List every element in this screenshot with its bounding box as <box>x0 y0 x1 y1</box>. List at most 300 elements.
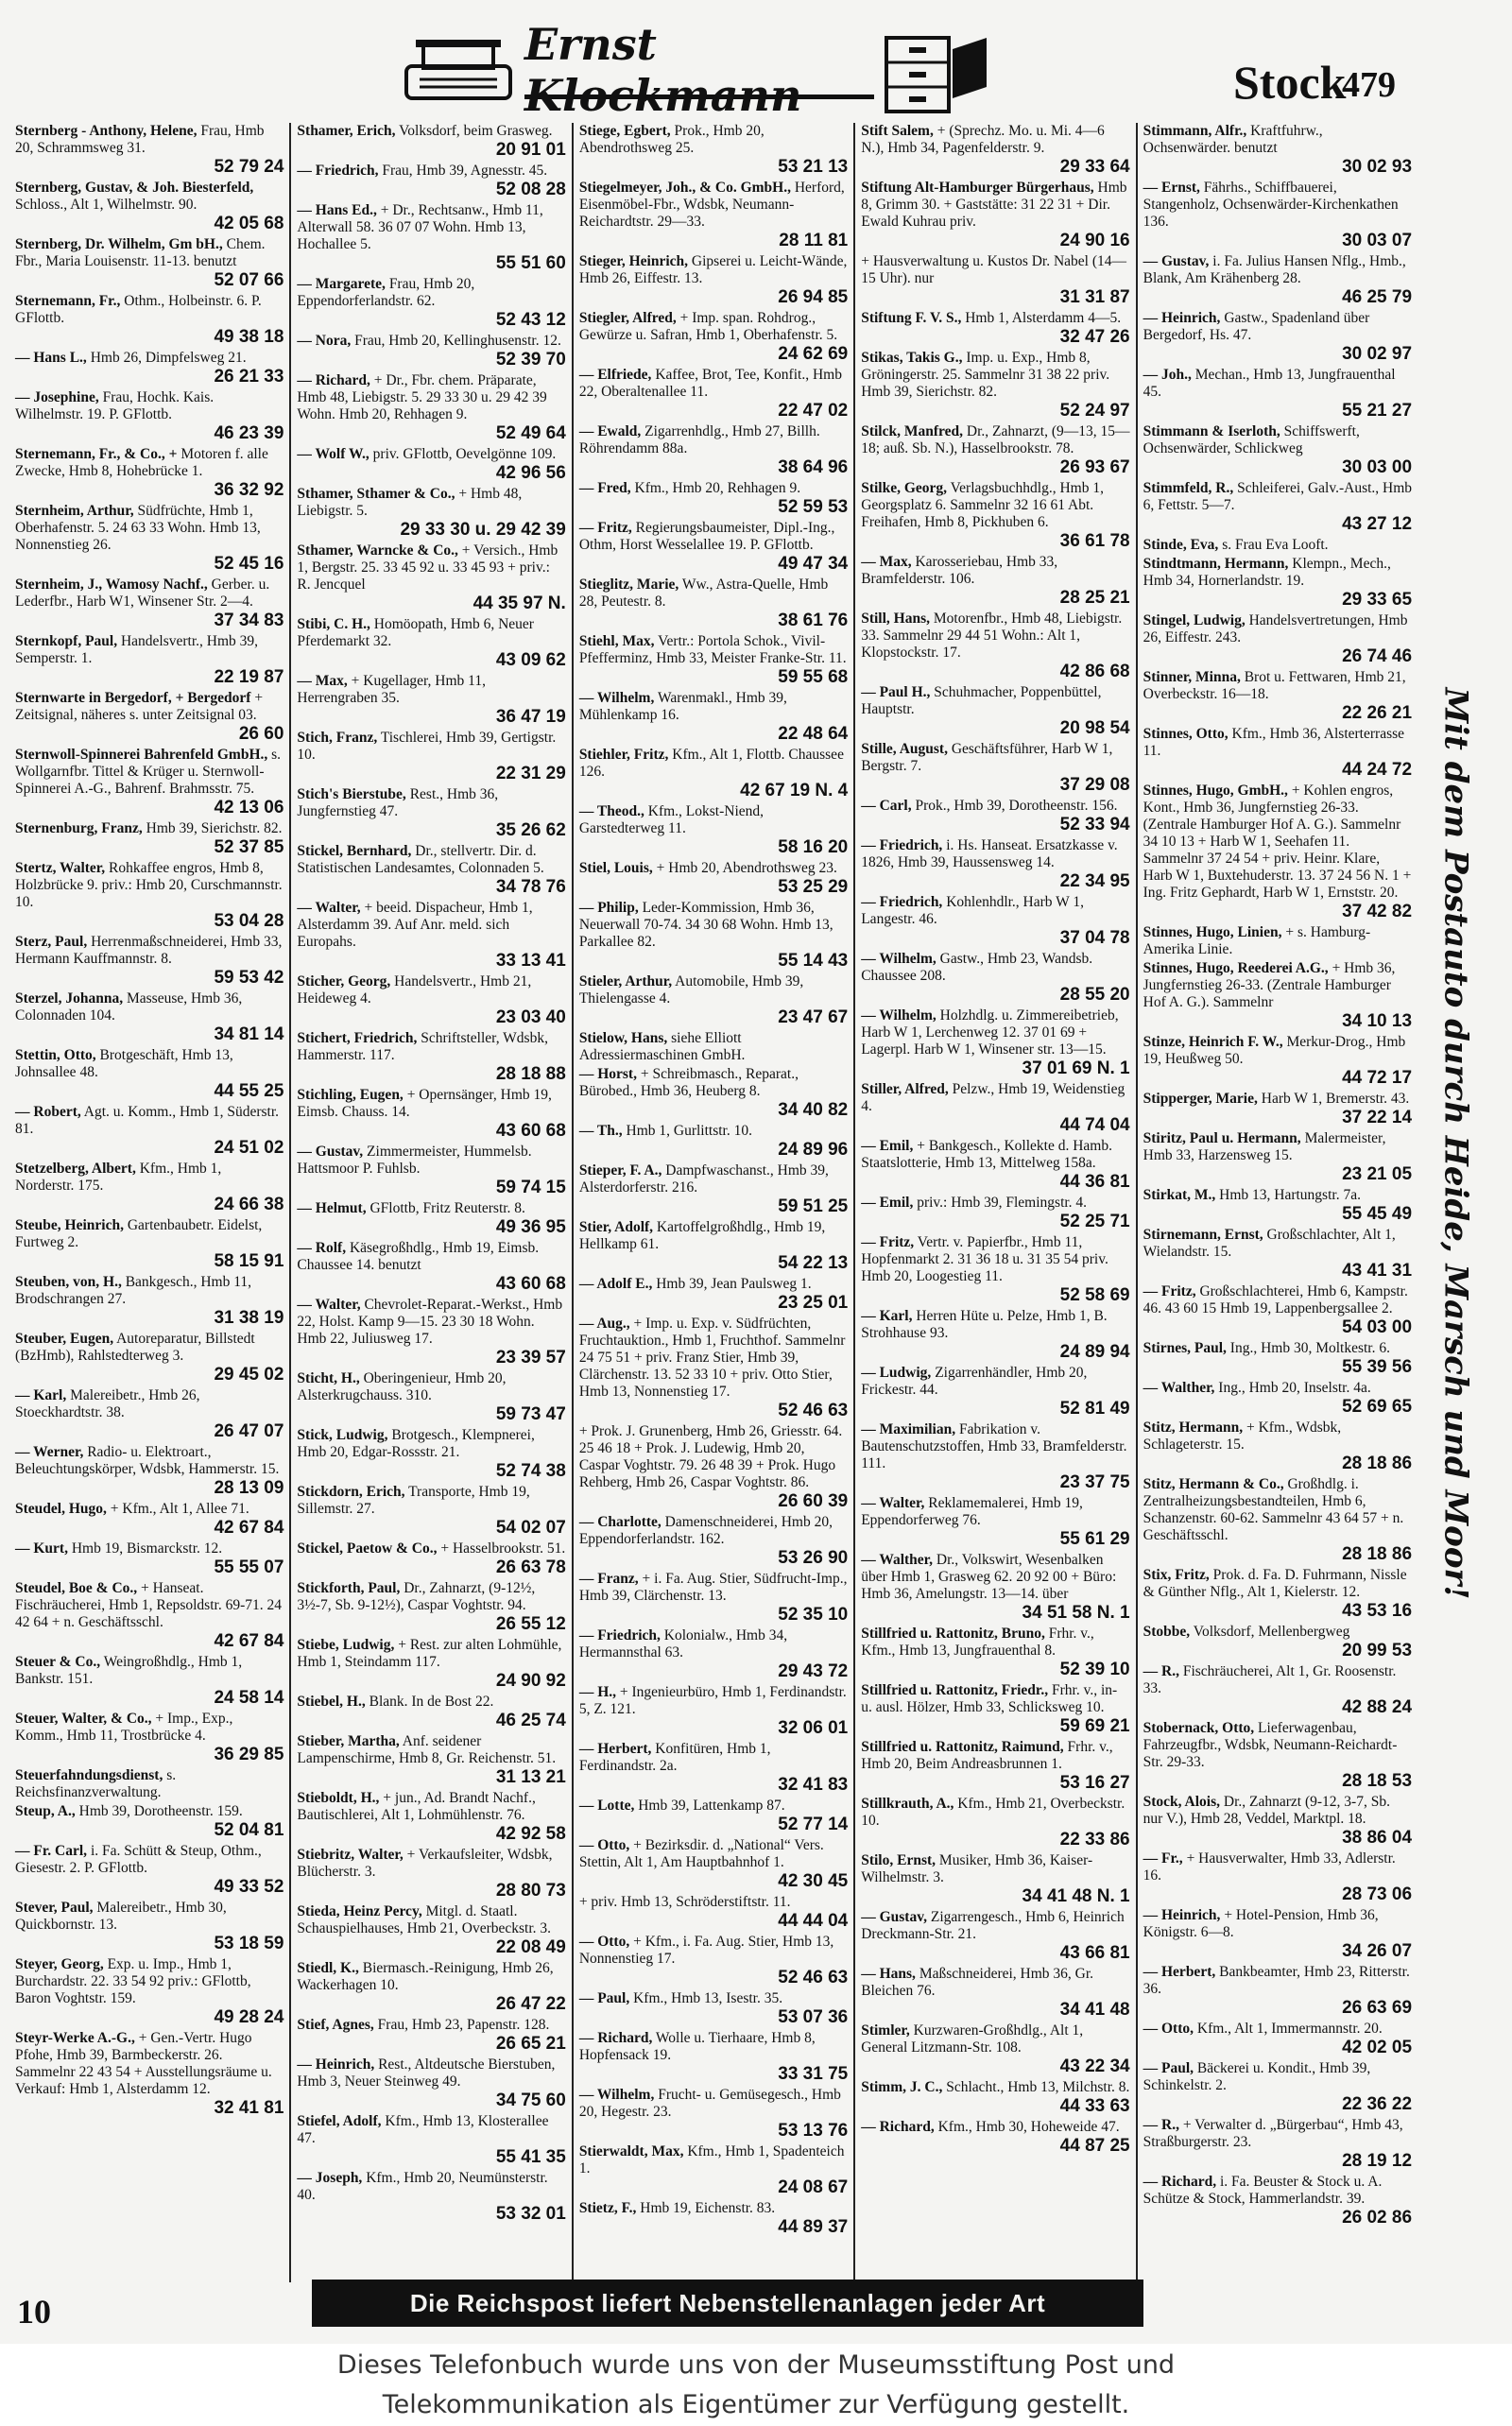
footer-line-2: Telekommunikation als Eigentümer zur Verfügung gestellt. <box>382 2390 1130 2419</box>
entry-name: — Rolf, <box>297 1240 347 1256</box>
entry-phone-number: 44 89 37 <box>778 2217 849 2237</box>
entry-detail: Kfm., Hmb 13, Isestr. 35. <box>633 1990 783 2006</box>
entry-phone-number: 38 86 04 <box>1342 1828 1413 1848</box>
entry-detail: i. Fa. Schütt & Steup, Othm., Giesestr. 2. P. GFlottb. <box>15 1843 262 1876</box>
directory-entry <box>579 1684 848 1739</box>
directory-entry <box>297 1030 565 1085</box>
directory-entry <box>15 1654 284 1709</box>
entry-detail: Leder-Kommission, Hmb 36, Neuerwall 70-74. 34 30 68 Wohn. Hmb 13, Parkallee 82. <box>578 900 833 950</box>
directory-entry <box>297 673 565 728</box>
directory-entry <box>15 123 284 178</box>
entry-name: — Kurt, <box>15 1540 68 1557</box>
entry-name: — Friedrich, <box>861 837 943 853</box>
entry-detail: Zigarrengesch., Hmb 6, Heinrich Dreckmann-Str. 21. <box>861 1909 1125 1942</box>
entry-detail: Bankbeamter, Hmb 23, Ritterstr. 36. <box>1143 1964 1410 1997</box>
entry-phone-number: 44 72 17 <box>1342 1068 1413 1088</box>
entry-detail: Kolonialw., Hmb 34, Hermannsthal 63. <box>578 1627 788 1660</box>
entry-name: Stiehler, Fritz, <box>578 747 669 763</box>
entry-detail: Frhr. v., Kfm., Hmb 13, Jungfrauenthal 8. <box>861 1626 1094 1659</box>
entry-detail: Schiffswerft, Ochsenwärder, Schlickweg <box>1143 423 1360 456</box>
entry-detail: Hmb 26, Dimpfelsweg 21. <box>90 350 247 366</box>
directory-entry <box>297 333 565 370</box>
entry-phone-number: 52 07 66 <box>214 270 284 290</box>
entry-name: — Ernst, <box>1143 180 1200 196</box>
entry-phone-number: 26 63 78 <box>495 1557 566 1577</box>
entry-detail: Merkur-Drog., Hmb 19, Heußweg 50. <box>1143 1034 1406 1067</box>
entry-name: Stimmann, Alfr., <box>1143 123 1247 139</box>
listing-columns <box>9 123 1418 2282</box>
entry-phone-number: 52 74 38 <box>495 1461 566 1481</box>
entry-detail: Anf. seidener Lampenschirme, Hmb 8, Gr. Reichenstr. 51. <box>297 1733 557 1766</box>
entry-name: Stichert, Friedrich, <box>297 1030 418 1046</box>
entry-phone-number: 55 14 43 <box>778 951 849 971</box>
directory-entry <box>1143 1794 1412 1849</box>
entry-name: Stingel, Ludwig, <box>1143 612 1246 628</box>
entry-name: — Margarete, <box>297 276 386 292</box>
entry-name: Stiegler, Alfred, <box>578 310 677 326</box>
entry-phone-number: 55 61 29 <box>1059 1529 1130 1549</box>
directory-entry <box>297 1960 565 2015</box>
entry-phone-number: 42 05 68 <box>214 214 284 233</box>
entry-phone-number: 26 94 85 <box>778 287 849 307</box>
entry-detail: Großhdlg. i. Zentralheizungsbestandteilen, Hmb 6, Schanzenstr. 60-62. Sammelnr 43 64 57 + n. Geschäftsschl. <box>1143 1476 1404 1543</box>
entry-name: — Wilhelm, <box>861 1007 936 1024</box>
entry-detail: Fabrikation v. Bautenschutzstoffen, Hmb 33, Bramfelderstr. 111. <box>861 1421 1127 1471</box>
entry-name: Sternberg, Dr. Wilhelm, Gm bH., <box>15 236 223 252</box>
entry-detail: + Hausverwaltung u. Kustos Dr. Nabel (14—15 Uhr). nur <box>861 253 1127 286</box>
entry-name: — Elfriede, <box>578 367 652 383</box>
entry-detail: Kfm., Hmb 13, Klosterallee 47. <box>297 2113 549 2146</box>
entry-name: Stickel, Paetow & Co., <box>297 1540 438 1557</box>
entry-phone-number: 26 21 33 <box>214 367 284 387</box>
entry-phone-number: 24 62 69 <box>778 344 849 364</box>
entry-phone-number: 52 33 94 <box>1059 815 1130 834</box>
entry-phone-number: 52 77 14 <box>778 1815 849 1834</box>
directory-entry <box>861 1308 1129 1363</box>
entry-name: Stiefel, Adolf, <box>297 2113 382 2129</box>
entry-name: — Fritz, <box>578 520 632 536</box>
directory-entry <box>15 446 284 501</box>
entry-detail: + Versich., Hmb 1, Bergstr. 25. 33 45 92 u. 33 45 93 + priv.: R. Jencquel <box>297 542 558 593</box>
entry-phone-number: 42 02 05 <box>1342 2038 1413 2057</box>
entry-phone-number: 44 44 04 <box>778 1911 849 1931</box>
entry-name: Stertz, Walter, <box>15 860 106 876</box>
entry-phone-number: 29 33 65 <box>1342 590 1413 610</box>
entry-name: — Fred, <box>578 480 631 496</box>
entry-phone-number: 44 35 97 N. <box>472 594 566 613</box>
entry-phone-number: 28 18 86 <box>1342 1454 1413 1473</box>
directory-entry <box>579 576 848 631</box>
entry-phone-number: 52 25 71 <box>1059 1212 1130 1231</box>
entry-detail: Frau, Hmb 20, Eppendorferlandstr. 62. <box>297 276 475 309</box>
entry-name: — Emil, <box>861 1195 914 1211</box>
entry-phone-number: 52 59 53 <box>778 497 849 517</box>
entry-phone-number: 30 03 00 <box>1342 457 1413 477</box>
entry-detail: + Schreibmasch., Reparat., Bürobed., Hmb 36, Heuberg 8. <box>578 1066 799 1099</box>
directory-entry <box>15 633 284 688</box>
entry-name: Sternberg, Gustav, & Joh. Biesterfeld, <box>15 180 254 196</box>
entry-detail: Maßschneiderei, Hmb 36, Gr. Bleichen 76. <box>861 1966 1094 1999</box>
entry-detail: Kfm., Alt 1, Immermannstr. 20. <box>1196 2021 1383 2037</box>
entry-phone-number: 32 41 83 <box>778 1775 849 1795</box>
entry-phone-number: 23 47 67 <box>778 1007 849 1027</box>
entry-detail: Kaffee, Brot, Tee, Konfit., Hmb 22, Oberaltenallee 11. <box>578 367 842 400</box>
entry-detail: Käsegroßhdlg., Hmb 19, Eimsb. Chaussee 14. benutzt <box>297 1240 540 1273</box>
entry-detail: Agt. u. Komm., Hmb 1, Süderstr. 81. <box>15 1104 280 1137</box>
entry-phone-number: 22 33 86 <box>1059 1830 1130 1850</box>
entry-name: Stirkat, M., <box>1143 1187 1216 1203</box>
entry-phone-number: 28 25 21 <box>1059 588 1130 608</box>
directory-entry <box>1143 1283 1412 1338</box>
directory-entry <box>861 1739 1129 1794</box>
entry-detail: Imp. u. Exp., Hmb 8, Gröningerstr. 25. Sammelnr 31 38 22 priv. Hmb 39, Sierichstr. 82. <box>861 350 1110 400</box>
entry-name: Stiebritz, Walter, <box>297 1847 404 1863</box>
directory-entry <box>861 894 1129 949</box>
entry-name: — Emil, <box>861 1138 914 1154</box>
entry-detail: Frau, Hochk. Kais. Wilhelmstr. 19. P. GFlottb. <box>15 389 215 422</box>
entry-phone-number: 26 55 12 <box>495 1614 566 1634</box>
entry-phone-number: 42 13 06 <box>214 798 284 817</box>
entry-name: Sternwarte in Bergedorf, + Bergedorf <box>15 690 251 706</box>
entry-name: Stinnes, Hugo, Reederei A.G., <box>1143 960 1329 976</box>
directory-entry <box>579 1837 848 1892</box>
directory-entry <box>861 423 1129 478</box>
entry-detail: Musiker, Hmb 36, Kaiser-Wilhelmstr. 3. <box>861 1852 1093 1885</box>
entry-detail: + Kohlen engros, Kont., Hmb 36, Jungfernstieg 26-33. (Zentrale Hamburger Hof A. G.). Sammelnr 34 10 13 + Harb W 1, Seehafen 11. Sammelnr 37 24 54 + priv. Heinr. Klare, Harb W 1, Buxtehuderstr. 13. 37 24 56 N. 1 + Ing. Fritz Gephardt, Harb W 1, Ernststr. 20. <box>1143 783 1412 901</box>
directory-entry <box>861 253 1129 308</box>
directory-entry <box>297 1427 565 1482</box>
entry-detail: Kfm., Hmb 1, Spadenteich 1. <box>578 2143 845 2177</box>
entry-detail: + Hmb 48, Liebigstr. 5. <box>297 486 523 519</box>
entry-name: — Heinrich, <box>297 2056 375 2073</box>
entry-phone-number: 32 47 26 <box>1059 327 1130 347</box>
entry-phone-number: 23 03 40 <box>495 1007 566 1027</box>
entry-name: Stift Salem, <box>861 123 934 139</box>
directory-entry <box>297 1903 565 1958</box>
entry-name: Stille, August, <box>861 741 948 757</box>
entry-phone-number: 53 07 36 <box>778 2007 849 2027</box>
entry-name: Stieda, Heinz Percy, <box>297 1903 422 1919</box>
entry-name: Sternenburg, Franz, <box>15 820 143 836</box>
directory-entry <box>297 1790 565 1845</box>
directory-entry <box>15 934 284 989</box>
entry-detail: Dr., Zahnarzt (9-12, 3-7, Sb. nur V.), Hmb 28, Veddel, Marktpl. 18. <box>1143 1794 1390 1827</box>
entry-name: Steudel, Hugo, <box>15 1501 107 1517</box>
directory-entry <box>297 1540 565 1578</box>
entry-phone-number: 58 16 20 <box>778 837 849 857</box>
column-5 <box>1138 123 1418 2282</box>
entry-phone-number: 53 21 13 <box>778 157 849 177</box>
entry-name: Stindtmann, Hermann, <box>1143 556 1289 572</box>
entry-phone-number: 59 53 42 <box>214 968 284 988</box>
entry-detail: i. Fa. Beuster & Stock u. A. Schütze & Stock, Hammerlandstr. 39. <box>1143 2174 1383 2207</box>
entry-phone-number: 28 18 88 <box>495 1064 566 1084</box>
entry-phone-number: 42 88 24 <box>1342 1697 1413 1717</box>
entry-detail: Gastw., Hmb 23, Wandsb. Chaussee 208. <box>861 951 1093 984</box>
entry-name: Stipperger, Marie, <box>1143 1091 1258 1107</box>
entry-phone-number: 28 19 12 <box>1342 2151 1413 2171</box>
column-1 <box>9 123 291 2282</box>
entry-name: — Joseph, <box>297 2170 363 2186</box>
entry-phone-number: 22 34 95 <box>1059 871 1130 891</box>
directory-entry <box>579 1162 848 1217</box>
entry-phone-number: 49 28 24 <box>214 2007 284 2027</box>
entry-name: — Walter, <box>297 900 361 916</box>
directory-entry <box>579 2200 848 2238</box>
entry-name: Stich's Bierstube, <box>297 786 406 802</box>
directory-entry <box>1143 1720 1412 1792</box>
entry-name: — Hans L., <box>15 350 87 366</box>
directory-entry <box>579 973 848 1028</box>
entry-name: Steup, A., <box>15 1803 76 1819</box>
entry-detail: Autoreparatur, Billstedt (BzHmb), Rahlstedterweg 3. <box>15 1331 255 1364</box>
entry-name: Stimler, <box>861 2022 910 2039</box>
entry-detail: Zigarrenhändler, Hmb 20, Frickestr. 44. <box>861 1365 1088 1398</box>
entry-name: Stiebe, Ludwig, <box>297 1637 395 1653</box>
entry-name: — Walther, <box>861 1552 934 1568</box>
reichspost-banner: Die Reichspost liefert Nebenstellenanlagen jeder Art <box>312 2280 1143 2327</box>
entry-phone-number: 54 22 13 <box>778 1253 849 1273</box>
directory-entry <box>1143 253 1412 308</box>
entry-phone-number: 52 24 97 <box>1059 401 1130 421</box>
directory-entry <box>579 520 848 575</box>
entry-detail: Rest., Altdeutsche Bierstuben, Hmb 3, Neuer Steinweg 49. <box>297 2056 556 2090</box>
directory-entry <box>297 2113 565 2168</box>
entry-phone-number: 49 47 34 <box>778 554 849 574</box>
entry-detail: Zimmermeister, Hummelsb. Hattsmoor P. Fuhlsb. <box>297 1144 532 1177</box>
entry-phone-number: 24 89 96 <box>778 1140 849 1160</box>
entry-name: Stiftung F. V. S., <box>861 310 962 326</box>
directory-entry <box>1143 1380 1412 1418</box>
entry-detail: + Kfm., Alt 1, Allee 71. <box>110 1501 249 1517</box>
entry-name: Stieboldt, H., <box>297 1790 380 1806</box>
entry-detail: + Imp. span. Rohdrog., Gewürze u. Safran, Hmb 1, Oberhafenstr. 5. <box>578 310 838 343</box>
entry-name: — Robert, <box>15 1104 81 1120</box>
entry-phone-number: 53 32 01 <box>495 2204 566 2224</box>
entry-name: — Otto, <box>578 1934 630 1950</box>
entry-name: — Josephine, <box>15 389 99 405</box>
directory-entry <box>297 1144 565 1198</box>
entry-phone-number: 34 81 14 <box>214 1024 284 1044</box>
entry-phone-number: 52 49 64 <box>495 423 566 443</box>
entry-name: — H., <box>578 1684 616 1700</box>
directory-entry <box>1143 1091 1412 1128</box>
entry-phone-number: 36 61 78 <box>1059 531 1130 551</box>
entry-phone-number: 30 02 93 <box>1342 157 1413 177</box>
entry-detail: Hmb 39, Jean Paulsweg 1. <box>656 1276 812 1292</box>
entry-detail: Brot u. Fettwaren, Hmb 21, Overbeckstr. 16—18. <box>1143 669 1406 702</box>
directory-entry <box>15 820 284 858</box>
entry-name: — Friedrich, <box>297 163 379 179</box>
entry-name: Stickforth, Paul, <box>297 1580 401 1596</box>
entry-detail: + Hasselbrookstr. 51. <box>440 1540 566 1557</box>
entry-name: — Walter, <box>297 1297 361 1313</box>
entry-detail: Chem. Fbr., Maria Louisenstr. 11-13. benutzt <box>15 236 266 269</box>
entry-phone-number: 43 27 12 <box>1342 514 1413 534</box>
entry-phone-number: 52 43 12 <box>495 310 566 330</box>
entry-phone-number: 37 04 78 <box>1059 928 1130 948</box>
entry-name: Sternkopf, Paul, <box>15 633 118 649</box>
directory-entry <box>15 990 284 1045</box>
directory-entry <box>1143 1034 1412 1089</box>
entry-phone-number: 44 24 72 <box>1342 760 1413 780</box>
entry-detail: Großschlachterei, Hmb 6, Kampstr. 46. 43 60 15 Hmb 19, Lappenbergsallee 2. <box>1143 1283 1408 1316</box>
entry-name: — Gustav, <box>861 1909 927 1925</box>
directory-entry <box>1143 1624 1412 1661</box>
entry-name: — Carl, <box>861 798 912 814</box>
entry-name: Stinnes, Hugo, Linien, <box>1143 924 1282 940</box>
entry-name: Stettin, Otto, <box>15 1047 96 1063</box>
entry-name: Stillfried u. Rattonitz, Raimund, <box>861 1739 1064 1755</box>
entry-phone-number: 59 73 47 <box>495 1404 566 1424</box>
entry-name: — R., <box>1143 2117 1179 2133</box>
directory-entry <box>297 276 565 331</box>
entry-detail: Kfm., Hmb 20, Rehhagen 9. <box>634 480 801 496</box>
entry-detail: Lieferwagenbau, Fahrzeugfbr., Wdsbk, Neumann-Reichardt-Str. 29-33. <box>1143 1720 1398 1770</box>
entry-detail: + Bankgesch., Kollekte d. Hamb. Staatslotterie, Hmb 13, Mittelweg 158a. <box>861 1138 1112 1171</box>
entry-name: Stobernack, Otto, <box>1143 1720 1255 1736</box>
entry-name: Still, Hans, <box>861 611 931 627</box>
entry-name: — Helmut, <box>297 1200 367 1216</box>
entry-detail: + Verwalter d. „Bürgerbau“, Hmb 43, Straßburgerstr. 23. <box>1143 2117 1403 2150</box>
entry-phone-number: 49 36 95 <box>495 1217 566 1237</box>
directory-entry <box>15 747 284 818</box>
entry-name: — Hans, <box>861 1966 916 1982</box>
entry-phone-number: 53 04 28 <box>214 911 284 931</box>
entry-name: Stimmfeld, R., <box>1143 480 1234 496</box>
entry-phone-number: 34 10 13 <box>1342 1011 1413 1031</box>
entry-detail: + Hmb 36, Jungfernstieg 26-33. (Zentrale Hamburger Hof A. G.). Sammelnr <box>1143 960 1396 1010</box>
entry-detail: Schleiferei, Galv.-Aust., Hmb 6, Fettstr. 5—7. <box>1143 480 1413 513</box>
entry-name: Sternheim, J., Wamosy Nachf., <box>15 576 208 593</box>
directory-entry <box>861 1138 1129 1193</box>
entry-name: Stickdorn, Erich, <box>297 1484 405 1500</box>
directory-entry <box>15 1843 284 1898</box>
entry-name: Steyer, Georg, <box>15 1956 104 1972</box>
entry-detail: + Verkaufsleiter, Wdsbk, Blücherstr. 3. <box>297 1847 553 1880</box>
directory-entry <box>1143 180 1412 251</box>
entry-detail: Volksdorf, Mellenbergweg <box>1193 1624 1350 1640</box>
entry-detail: + Imp., Exp., Komm., Hmb 11, Trostbrücke 4. <box>15 1711 233 1744</box>
entry-phone-number: 52 08 28 <box>495 180 566 199</box>
entry-detail: Schlacht., Hmb 13, Milchstr. 8. <box>946 2079 1130 2095</box>
entry-detail: Frhr. v., Hmb 20, Beim Andreasbrunnen 1. <box>861 1739 1113 1772</box>
directory-entry <box>861 1421 1129 1493</box>
entry-detail: + Rest. zur alten Lohmühle, Hmb 1, Steindamm 117. <box>297 1637 562 1670</box>
entry-detail: Prok., Hmb 39, Dorotheenstr. 156. <box>915 798 1118 814</box>
directory-entry <box>579 1627 848 1682</box>
entry-detail: + Hausverwalter, Hmb 33, Adlerstr. 16. <box>1143 1850 1396 1884</box>
entry-phone-number: 31 38 19 <box>214 1308 284 1328</box>
entry-detail: Motoren f. alle Zwecke, Hmb 8, Hohebrücke 1. <box>15 446 268 479</box>
entry-phone-number: 26 60 39 <box>778 1491 849 1511</box>
entry-phone-number: 53 26 90 <box>778 1548 849 1568</box>
entry-name: Stiftung Alt-Hamburger Bürgerhaus, <box>861 180 1094 196</box>
entry-name: Sticher, Georg, <box>297 973 391 989</box>
entry-phone-number: 58 15 91 <box>214 1251 284 1271</box>
entry-phone-number: 42 96 56 <box>495 463 566 483</box>
entry-detail: Gipserei u. Leicht-Wände, Hmb 26, Eiffestr. 13. <box>578 253 848 286</box>
entry-detail: + Gen.-Vertr. Hugo Pfohe, Hmb 39, Barmbeckerstr. 26. Sammelnr 22 43 54 + Ausstellungsräume u. Verkauf: Hmb 1, Alsterdamm 12. <box>15 2030 272 2097</box>
entry-name: — Werner, <box>15 1444 84 1460</box>
entry-detail: priv. GFlottb, Oevelgönne 109. <box>372 446 557 462</box>
directory-entry <box>15 860 284 932</box>
entry-detail: Schriftsteller, Wdsbk, Hammerstr. 117. <box>297 1030 548 1063</box>
entry-phone-number: 43 60 68 <box>495 1274 566 1294</box>
entry-phone-number: 26 02 86 <box>1342 2208 1413 2228</box>
side-slogan-text: Mit dem Postauto durch Heide, Marsch und Moor! <box>1436 687 1475 1600</box>
entry-detail: Vertr. v. Papierfbr., Hmb 11, Hopfenmarkt 2. 31 36 18 u. 31 35 54 priv. Hmb 20, Loogestieg 11. <box>861 1234 1108 1284</box>
entry-phone-number: 28 55 20 <box>1059 985 1130 1005</box>
entry-detail: Gastw., Spadenland über Bergedorf, Hs. 47. <box>1143 310 1370 343</box>
directory-entry <box>579 690 848 745</box>
entry-phone-number: 59 55 68 <box>778 667 849 687</box>
entry-detail: Rest., Hmb 36, Jungfernstieg 47. <box>297 786 499 819</box>
entry-name: — Hans Ed., <box>297 202 377 218</box>
entry-name: Stietz, F., <box>578 2200 637 2216</box>
entry-detail: Weingroßhdlg., Hmb 1, Bankstr. 151. <box>15 1654 243 1687</box>
entry-phone-number: 43 66 81 <box>1059 1943 1130 1963</box>
entry-detail: Kfm., Lokst-Niend, Garstedterweg 11. <box>578 803 765 836</box>
entry-detail: Fischräucherei, Alt 1, Gr. Roosenstr. 33. <box>1143 1663 1397 1696</box>
entry-detail: Harb W 1, Bremerstr. 43. <box>1261 1091 1410 1107</box>
directory-entry <box>1143 1663 1412 1718</box>
directory-entry <box>579 1423 848 1512</box>
directory-entry <box>861 2079 1129 2117</box>
entry-phone-number: 43 22 34 <box>1059 2056 1130 2076</box>
entry-name: Stock, Alois, <box>1143 1794 1221 1810</box>
entry-detail: Gerber. u. Lederfbr., Harb W1, Winsener Str. 2—4. <box>15 576 270 610</box>
entry-detail: Malermeister, Hmb 33, Harzensweg 15. <box>1143 1130 1386 1163</box>
entry-detail: + i. Fa. Aug. Stier, Südfrucht-Imp., Hmb 39, Clärchenstr. 13. <box>578 1571 848 1604</box>
entry-detail: Regierungsbaumeister, Dipl.-Ing., Othm, Horst Wesselallee 19. P. GFlottb. <box>578 520 835 553</box>
entry-detail: Hmb 39, Dorotheenstr. 159. <box>78 1803 243 1819</box>
directory-entry <box>1143 310 1412 365</box>
entry-phone-number: 28 80 73 <box>495 1881 566 1901</box>
directory-entry <box>1143 123 1412 178</box>
entry-phone-number: 36 32 92 <box>214 480 284 500</box>
entry-name: — Fr., <box>1143 1850 1183 1867</box>
entry-phone-number: 22 08 49 <box>495 1937 566 1957</box>
entry-phone-number: 37 34 83 <box>214 611 284 630</box>
directory-entry <box>861 837 1129 892</box>
entry-detail: + Ingenieurbüro, Hmb 1, Ferdinandstr. 5, Z. 121. <box>578 1684 847 1717</box>
entry-phone-number: 26 47 22 <box>495 1994 566 2014</box>
entry-name: — Karl, <box>15 1387 67 1403</box>
entry-detail: + Hanseat. Fischräucherei, Hmb 1, Repsoldstr. 69-71. 24 42 64 + n. Geschäftsschl. <box>15 1580 282 1630</box>
directory-entry <box>579 633 848 688</box>
entry-phone-number: 29 33 64 <box>1059 157 1130 177</box>
entry-phone-number: 46 25 74 <box>495 1711 566 1730</box>
directory-entry <box>579 1316 848 1421</box>
entry-name: — Th., <box>578 1123 623 1139</box>
entry-name: — Gustav, <box>1143 253 1210 269</box>
entry-phone-number: 42 86 68 <box>1059 662 1130 681</box>
entry-name: Stinze, Heinrich F. W., <box>1143 1034 1283 1050</box>
entry-detail: + jun., Ad. Brandt Nachf., Bautischlerei, Alt 1, Lohmühlenstr. 76. <box>297 1790 536 1823</box>
entry-detail: Frau, Hmb 39, Agnesstr. 45. <box>382 163 548 179</box>
directory-entry <box>1143 423 1412 478</box>
directory-entry <box>579 1934 848 1988</box>
entry-name: — Otto, <box>1143 2021 1194 2037</box>
entry-name: Sternberg - Anthony, Helene, <box>15 123 198 139</box>
directory-entry <box>1143 2021 1412 2058</box>
entry-detail: Chevrolet-Reparat.-Werkst., Hmb 22, Holst. Kamp 9—15. 23 30 18 Wohn. Hmb 22, Juliusweg 17. <box>297 1297 563 1347</box>
entry-phone-number: 55 45 49 <box>1342 1204 1413 1224</box>
entry-phone-number: 53 18 59 <box>214 1934 284 1953</box>
entry-detail: Handelsvertretungen, Hmb 26, Eiffestr. 243. <box>1143 612 1408 645</box>
directory-entry <box>297 900 565 972</box>
